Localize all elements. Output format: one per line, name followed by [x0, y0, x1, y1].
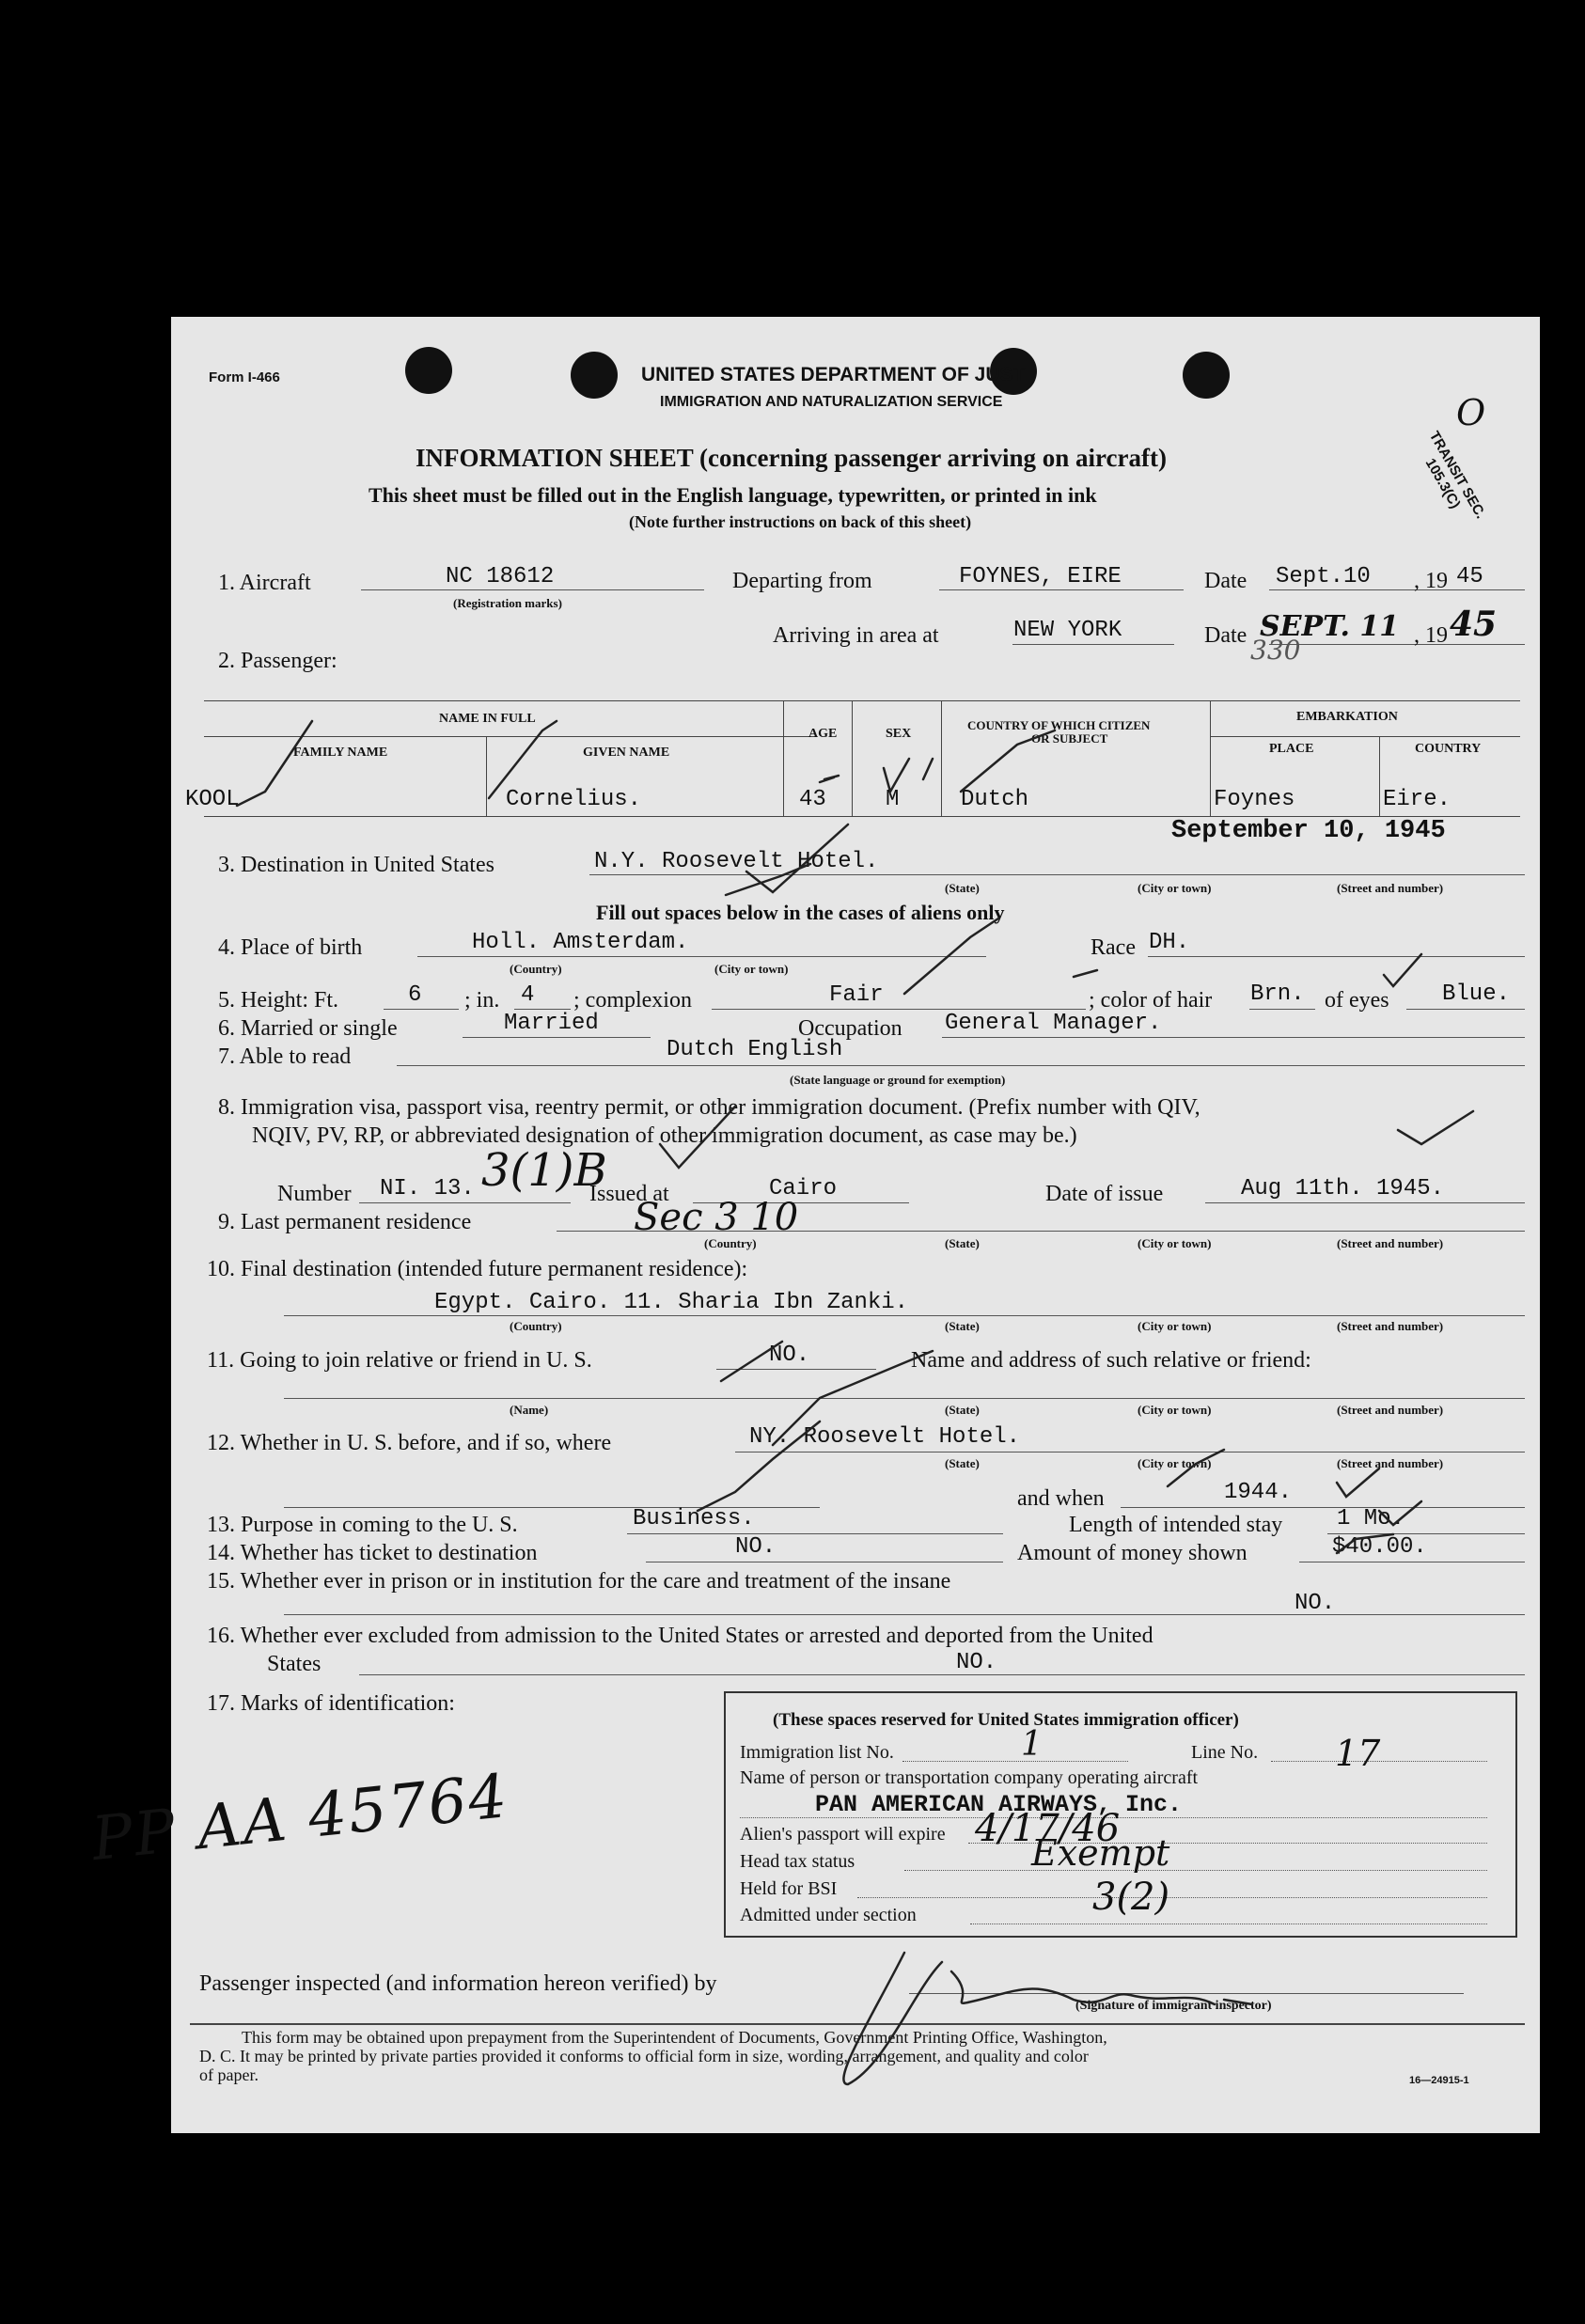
footer-line-1: This form may be obtained upon prepayment from the Superintendent of Documents, Government Printing Office, Washington,: [242, 2028, 1107, 2047]
sex-value: M: [886, 787, 900, 812]
department-name: UNITED STATES DEPARTMENT OF JUST: [641, 364, 1026, 385]
residence-street: (Street and number): [1337, 1236, 1444, 1250]
join-label: 11. Going to join relative or friend in U. S.: [207, 1348, 592, 1373]
join-value: NO.: [769, 1343, 810, 1368]
birth-value: Holl. Amsterdam.: [472, 930, 689, 955]
check-mark: [1337, 1468, 1379, 1497]
passport-label: Alien's passport will expire: [740, 1824, 946, 1845]
ticket-label: 14. Whether has ticket to destination: [207, 1541, 538, 1565]
transit-stamp: TRANSIT SEC. 105.3(C): [1421, 428, 1489, 522]
headtax-label: Head tax status: [740, 1851, 855, 1872]
occupation-value: General Manager.: [945, 1011, 1162, 1036]
sex-header: SEX: [886, 727, 912, 741]
before-when-value: 1944.: [1224, 1480, 1293, 1505]
height-in-value: 4: [521, 982, 535, 1008]
destination-city: (City or town): [1138, 881, 1212, 895]
final-destination-label: 10. Final destination (intended future permanent residence):: [207, 1257, 748, 1281]
before-street: (Street and number): [1337, 1456, 1444, 1470]
excluded-label-1: 16. Whether ever excluded from admission to the United States or arrested and deported from the United: [207, 1624, 1153, 1648]
issued-label: Issued at: [589, 1182, 669, 1206]
line-label: Line No.: [1191, 1742, 1259, 1763]
join-city: (City or town): [1138, 1403, 1212, 1417]
passport-value: 4/17/46: [975, 1807, 1121, 1850]
check-mark: [726, 864, 810, 895]
form-note: (Note further instructions on back of this sheet): [629, 512, 972, 531]
height-label: 5. Height: Ft.: [218, 988, 339, 1013]
check-mark: [1337, 1534, 1393, 1553]
arrival-date-overwritten: 330: [1250, 635, 1301, 666]
purpose-label: 13. Purpose in coming to the U. S.: [207, 1513, 518, 1537]
visa-label-2: NQIV, PV, RP, or abbreviated designation of other immigration document, as case may be.): [252, 1123, 1077, 1148]
destination-street: (Street and number): [1337, 881, 1444, 895]
year-value: 45: [1456, 564, 1483, 589]
prison-value: NO.: [1295, 1591, 1336, 1616]
arriving-label: Arriving in area at: [773, 623, 939, 648]
check-mark: [820, 776, 839, 782]
country-header: COUNTRY: [1415, 742, 1482, 756]
date-label: Date: [1204, 569, 1248, 593]
final-state: (State): [945, 1319, 980, 1333]
residence-city: (City or town): [1138, 1236, 1212, 1250]
before-state: (State): [945, 1456, 980, 1470]
check-mark: [237, 721, 312, 806]
occupation-label: Occupation: [798, 1016, 902, 1041]
before-when-label: and when: [1017, 1486, 1105, 1511]
aircraft-label: 1. Aircraft: [218, 571, 311, 595]
married-value: Married: [504, 1011, 599, 1036]
race-label: Race: [1091, 935, 1136, 960]
footer-line-2: D. C. It may be printed by private parties provided it conforms to official form in size, wording, arrangement, and quality and color: [199, 2047, 1089, 2065]
issued-value: Cairo: [769, 1176, 838, 1201]
visa-number-value: NI. 13.: [380, 1176, 475, 1201]
join-state: (State): [945, 1403, 980, 1417]
family-name-header: FAMILY NAME: [293, 746, 388, 760]
aircraft-sublabel: (Registration marks): [453, 596, 562, 610]
final-street: (Street and number): [1337, 1319, 1444, 1333]
admitted-value: 3(2): [1092, 1876, 1170, 1919]
read-label: 7. Able to read: [218, 1044, 352, 1069]
purpose-value: Business.: [633, 1506, 755, 1531]
visa-number-label: Number: [277, 1182, 352, 1206]
destination-label: 3. Destination in United States: [218, 853, 494, 877]
eyes-value: Blue.: [1442, 981, 1511, 1007]
ticket-value: NO.: [735, 1534, 777, 1560]
race-value: DH.: [1149, 930, 1190, 955]
operator-label: Name of person or transportation company operating aircraft: [740, 1767, 1199, 1788]
check-mark: [961, 730, 1055, 792]
residence-label: 9. Last permanent residence: [218, 1210, 472, 1234]
arrival-year-value: 45: [1450, 605, 1498, 644]
issue-date-value: Aug 11th. 1945.: [1241, 1176, 1445, 1201]
stay-label: Length of intended stay: [1069, 1513, 1283, 1537]
departing-value: FOYNES, EIRE: [959, 564, 1122, 589]
residence-state: (State): [945, 1236, 980, 1250]
join-name-address-label: Name and address of such relative or friend:: [911, 1348, 1311, 1373]
check-mark: [923, 759, 933, 779]
before-city: (City or town): [1138, 1456, 1212, 1470]
check-mark: [773, 1351, 933, 1445]
join-name: (Name): [510, 1403, 549, 1417]
handwritten-marks: [171, 317, 1540, 2133]
age-value: 43: [799, 787, 826, 812]
final-country: (Country): [510, 1319, 562, 1333]
complexion-value: Fair: [829, 982, 884, 1008]
hair-label: ; color of hair: [1089, 988, 1213, 1013]
excluded-label-2: States: [267, 1652, 322, 1676]
hair-value: Brn.: [1250, 981, 1305, 1007]
residence-country: (Country): [704, 1236, 757, 1250]
family-name-value: KOOL: [185, 787, 240, 812]
excluded-value: NO.: [956, 1650, 997, 1675]
destination-state: (State): [945, 881, 980, 895]
check-mark: [660, 1107, 735, 1168]
money-label: Amount of money shown: [1017, 1541, 1248, 1565]
passenger-label: 2. Passenger:: [218, 649, 337, 673]
place-header: PLACE: [1269, 742, 1314, 756]
footer-code: 16—24915-1: [1409, 2075, 1469, 2086]
service-name: IMMIGRATION AND NATURALIZATION SERVICE: [660, 394, 1003, 410]
inspection-label: Passenger inspected (and information hereon verified) by: [199, 1971, 717, 1996]
eyes-label: of eyes: [1325, 988, 1389, 1013]
before-label: 12. Whether in U. S. before, and if so, where: [207, 1431, 612, 1455]
birth-country: (Country): [510, 962, 562, 976]
marks-hand-value: PP AA 45764: [88, 1761, 512, 1876]
citizenship-value: Dutch: [961, 787, 1029, 812]
date-stamp: September 10, 1945: [1171, 817, 1446, 845]
check-mark: [1398, 1111, 1473, 1144]
headtax-value: Exempt: [1031, 1832, 1170, 1874]
officer-box-heading: (These spaces reserved for United States immigration officer): [773, 1710, 1239, 1730]
form-sheet: [88, 317, 1540, 2133]
list-label: Immigration list No.: [740, 1742, 894, 1763]
arriving-value: NEW YORK: [1013, 618, 1122, 643]
join-street: (Street and number): [1337, 1403, 1444, 1417]
aliens-heading: Fill out spaces below in the cases of aliens only: [596, 901, 1005, 924]
age-header: AGE: [808, 727, 838, 741]
bsi-label: Held for BSI: [740, 1878, 838, 1899]
check-mark: [1074, 970, 1097, 977]
money-value: $40.00.: [1332, 1534, 1427, 1560]
form-number: Form I-466: [209, 369, 280, 385]
residence-hand: Sec 3 10: [634, 1196, 799, 1239]
citizen-header-2: OR SUBJECT: [1031, 731, 1108, 746]
check-mark: [1384, 954, 1421, 986]
line-value: 17: [1335, 1733, 1381, 1774]
height-ft-value: 6: [408, 982, 422, 1008]
check-mark: [721, 1342, 782, 1381]
signature-scribble: [843, 1953, 1252, 2084]
before-value: NY. Roosevelt Hotel.: [749, 1424, 1021, 1450]
date-value: Sept.10: [1276, 564, 1371, 589]
operator-value: PAN AMERICAN AIRWAYS, Inc.: [815, 1791, 1183, 1818]
arrival-date-value: SEPT. 11: [1260, 610, 1400, 643]
arrival-year-prefix: , 19: [1414, 623, 1448, 648]
destination-value: N.Y. Roosevelt Hotel.: [594, 849, 879, 874]
married-label: 6. Married or single: [218, 1016, 398, 1041]
marks-label: 17. Marks of identification:: [207, 1691, 455, 1716]
embark-place-value: Foynes: [1214, 787, 1295, 812]
footer-line-3: of paper.: [199, 2065, 259, 2084]
aircraft-value: NC 18612: [446, 564, 555, 589]
visa-label-1: 8. Immigration visa, passport visa, reentry permit, or other immigration document. (Prefix number with QIV,: [218, 1095, 1201, 1120]
check-mark: [904, 919, 998, 994]
form-subtitle: This sheet must be filled out in the English language, typewritten, or printed in ink: [369, 483, 1097, 507]
birth-label: 4. Place of birth: [218, 935, 363, 960]
issue-date-label: Date of issue: [1045, 1182, 1164, 1206]
check-mark: [489, 721, 557, 798]
given-name-header: GIVEN NAME: [583, 746, 670, 760]
citizen-header-1: COUNTRY OF WHICH CITIZEN: [967, 718, 1151, 732]
prison-label: 15. Whether ever in prison or in institution for the care and treatment of the insane: [207, 1569, 951, 1594]
complexion-label: ; complexion: [573, 988, 692, 1013]
corner-mark: O: [1456, 392, 1486, 433]
given-name-value: Cornelius.: [506, 787, 642, 812]
read-value: Dutch English: [667, 1037, 843, 1062]
year-prefix: , 19: [1414, 569, 1448, 593]
check-mark: [1379, 1501, 1421, 1525]
embarkation-header: EMBARKATION: [1296, 710, 1398, 724]
final-city: (City or town): [1138, 1319, 1212, 1333]
list-value: 1: [1021, 1725, 1043, 1764]
check-mark: [698, 1421, 820, 1511]
form-title: INFORMATION SHEET (concerning passenger arriving on aircraft): [416, 444, 1167, 472]
stay-value: 1 Mo.: [1337, 1506, 1405, 1531]
visa-number-hand: 3(1)B: [481, 1144, 607, 1197]
height-in-label: ; in.: [464, 988, 500, 1013]
signature-label: (Signature of immigrant inspector): [1075, 1999, 1272, 2013]
check-mark: [884, 759, 909, 792]
arrival-date-label: Date: [1204, 623, 1248, 648]
final-destination-value: Egypt. Cairo. 11. Sharia Ibn Zanki.: [434, 1290, 909, 1315]
check-mark: [1168, 1450, 1224, 1486]
embark-country-value: Eire.: [1383, 787, 1452, 812]
name-in-full-header: NAME IN FULL: [439, 712, 536, 726]
birth-city: (City or town): [714, 962, 789, 976]
read-sublabel: (State language or ground for exemption): [790, 1073, 1006, 1087]
departing-label: Departing from: [732, 569, 872, 593]
admitted-label: Admitted under section: [740, 1905, 917, 1925]
